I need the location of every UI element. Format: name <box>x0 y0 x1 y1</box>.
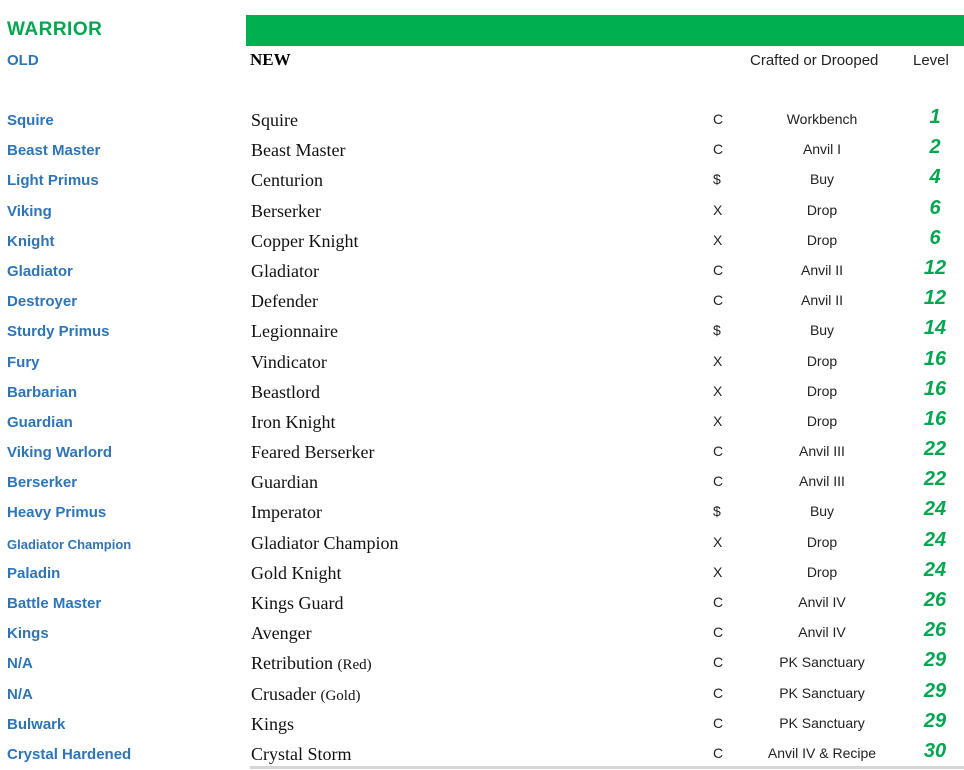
new-name-text: Crusader <box>251 683 316 704</box>
table-row <box>0 466 964 496</box>
new-name-text: Retribution <box>251 653 333 674</box>
new-name-cell <box>251 623 312 644</box>
source-cell: Drop <box>806 382 838 399</box>
acquire-type-cell: X <box>713 352 723 369</box>
table-row <box>0 285 964 315</box>
new-name-text: Kings Guard <box>251 593 344 613</box>
new-name-text: Gladiator <box>251 260 319 281</box>
table-row <box>0 406 964 436</box>
acquire-type-cell: X <box>713 412 723 429</box>
source-cell: Drop <box>806 563 838 580</box>
level-cell: 29 <box>923 679 947 702</box>
acquire-type-cell: X <box>713 533 723 550</box>
new-name-cell <box>251 472 318 493</box>
level-cell: 24 <box>923 558 947 581</box>
source-cell: PK Sanctuary <box>779 654 865 671</box>
table-row <box>0 436 964 466</box>
sheet-title: WARRIOR <box>7 19 103 40</box>
level-cell: 12 <box>923 256 947 279</box>
source-cell: Drop <box>806 352 838 369</box>
level-cell: 2 <box>929 136 941 159</box>
acquire-type-cell: C <box>713 111 724 127</box>
new-name-cell <box>251 140 345 161</box>
new-name-text: Beastlord <box>251 381 320 402</box>
new-name-cell <box>251 170 323 191</box>
source-cell: PK Sanctuary <box>779 684 865 701</box>
acquire-type-cell: X <box>713 231 723 248</box>
old-name-cell: Fury <box>7 353 40 371</box>
new-name-cell <box>251 201 321 222</box>
new-name-cell <box>251 382 320 403</box>
old-name-cell: Squire <box>7 112 54 129</box>
new-name-cell <box>251 502 322 523</box>
new-name-cell <box>251 442 374 463</box>
old-name-cell: Beast Master <box>7 142 101 160</box>
new-name-cell <box>251 110 298 131</box>
acquire-type-cell: C <box>713 744 724 761</box>
old-name-cell: Kings <box>7 625 49 643</box>
level-cell: 4 <box>929 166 941 189</box>
table-row <box>0 587 964 617</box>
acquire-type-cell: C <box>713 594 724 610</box>
new-name-cell <box>251 321 338 342</box>
new-name-text: Kings <box>251 713 295 734</box>
acquire-type-cell: C <box>713 714 724 731</box>
old-name-cell: Gladiator <box>7 262 73 280</box>
level-cell: 14 <box>923 317 947 340</box>
source-cell: Buy <box>809 322 835 339</box>
old-name-cell: Light Primus <box>7 172 99 190</box>
source-cell: Workbench <box>786 111 858 127</box>
bottom-divider <box>250 766 964 769</box>
old-name-cell: Battle Master <box>7 595 102 612</box>
table-row <box>0 104 964 134</box>
acquire-type-cell: $ <box>713 322 721 339</box>
old-name-cell: N/A <box>7 685 33 703</box>
table-row <box>0 376 964 406</box>
source-cell: Anvil II <box>800 261 843 278</box>
new-name-cell <box>251 593 344 614</box>
level-cell: 16 <box>923 347 947 370</box>
level-cell: 22 <box>923 468 947 491</box>
new-name-text: Defender <box>251 291 318 312</box>
source-cell: Anvil IV <box>798 594 846 610</box>
new-name-text: Imperator <box>251 502 322 523</box>
new-name-text: Crystal Storm <box>251 743 352 764</box>
new-name-text: Iron Knight <box>251 411 336 432</box>
acquire-type-cell: $ <box>713 171 721 188</box>
table-row <box>0 315 964 345</box>
new-name-cell <box>251 261 319 282</box>
new-name-text: Gladiator Champion <box>251 532 399 553</box>
table-row <box>0 617 964 647</box>
table-row <box>0 164 964 194</box>
table-row <box>0 708 964 738</box>
new-name-cell <box>251 684 360 705</box>
level-cell: 24 <box>923 498 947 521</box>
old-name-cell: Guardian <box>7 413 73 431</box>
table-row <box>0 255 964 285</box>
source-cell: Anvil III <box>799 443 845 460</box>
source-cell: PK Sanctuary <box>779 714 865 731</box>
level-cell: 12 <box>923 287 947 310</box>
table-row <box>0 496 964 526</box>
old-name-cell: Gladiator Champion <box>7 536 132 552</box>
new-name-note: (Red) <box>337 657 372 674</box>
new-name-note: (Gold) <box>320 687 361 704</box>
old-name-cell: N/A <box>7 655 33 673</box>
column-header-level: Level <box>913 52 949 69</box>
level-cell: 26 <box>923 589 947 611</box>
source-cell: Anvil IV & Recipe <box>767 744 877 761</box>
table-row <box>0 557 964 587</box>
table-row <box>0 225 964 255</box>
new-name-text: Squire <box>251 110 298 130</box>
acquire-type-cell: C <box>713 292 724 309</box>
old-name-cell: Paladin <box>7 564 61 582</box>
acquire-type-cell: C <box>713 473 724 490</box>
column-header-new: NEW <box>250 50 291 69</box>
acquire-type-cell: C <box>713 261 724 278</box>
acquire-type-cell: $ <box>713 503 721 520</box>
source-cell: Drop <box>806 201 838 218</box>
source-cell: Anvil III <box>799 473 845 490</box>
old-name-cell: Barbarian <box>7 383 78 401</box>
new-name-cell <box>251 653 372 674</box>
old-name-cell: Viking <box>7 202 52 220</box>
level-cell: 16 <box>923 377 947 400</box>
acquire-type-cell: C <box>713 654 724 671</box>
new-name-text: Legionnaire <box>251 321 338 342</box>
old-name-cell: Sturdy Primus <box>7 323 110 341</box>
old-name-cell: Viking Warlord <box>7 444 113 462</box>
table-row <box>0 738 964 768</box>
armor-table <box>0 104 964 768</box>
level-cell: 26 <box>923 619 947 642</box>
old-name-cell: Destroyer <box>7 293 78 311</box>
old-name-cell: Berserker <box>7 474 78 492</box>
source-cell: Drop <box>806 412 838 429</box>
new-name-cell <box>251 231 359 252</box>
source-cell: Buy <box>809 503 835 520</box>
new-name-text: Gold Knight <box>251 562 342 583</box>
acquire-type-cell: X <box>713 382 723 399</box>
table-row <box>0 346 964 376</box>
acquire-type-cell: C <box>713 684 724 701</box>
old-name-cell: Heavy Primus <box>7 504 107 522</box>
level-cell: 22 <box>923 438 947 461</box>
level-cell: 16 <box>923 407 947 430</box>
source-cell: Anvil I <box>802 141 842 158</box>
new-name-text: Centurion <box>251 170 323 191</box>
new-name-text: Vindicator <box>251 351 327 372</box>
level-cell: 6 <box>929 226 941 249</box>
new-name-text: Feared Berserker <box>251 442 375 463</box>
acquire-type-cell: C <box>713 443 724 460</box>
table-row <box>0 195 964 225</box>
new-name-cell <box>251 714 294 735</box>
level-cell: 1 <box>929 106 941 128</box>
new-name-text: Avenger <box>251 623 312 644</box>
old-name-cell: Crystal Hardened <box>7 745 132 763</box>
acquire-type-cell: X <box>713 201 723 218</box>
new-name-text: Berserker <box>251 200 321 221</box>
source-cell: Drop <box>806 231 838 248</box>
level-cell: 29 <box>923 649 947 672</box>
level-cell: 29 <box>923 709 947 732</box>
table-row <box>0 134 964 164</box>
level-cell: 6 <box>929 196 941 219</box>
acquire-type-cell: X <box>713 563 723 580</box>
acquire-type-cell: C <box>713 141 724 158</box>
level-cell: 30 <box>923 739 947 762</box>
acquire-type-cell: C <box>713 624 724 641</box>
table-row <box>0 647 964 677</box>
new-name-cell <box>251 291 318 312</box>
new-name-cell <box>251 533 398 554</box>
new-name-text: Guardian <box>251 472 318 493</box>
table-row <box>0 678 964 708</box>
new-name-text: Copper Knight <box>251 230 359 251</box>
new-name-cell <box>251 412 336 433</box>
column-header-crafted-or-dropped: Crafted or Drooped <box>750 52 879 69</box>
source-cell: Drop <box>806 533 838 550</box>
source-cell: Anvil II <box>800 292 843 309</box>
new-name-cell <box>251 352 327 373</box>
old-name-cell: Bulwark <box>7 715 66 733</box>
source-cell: Anvil IV <box>798 624 846 641</box>
level-cell: 24 <box>923 528 947 551</box>
new-name-text: Beast Master <box>251 140 346 161</box>
new-name-cell <box>251 563 342 584</box>
new-name-cell <box>251 744 352 765</box>
column-header-old: OLD <box>7 52 39 69</box>
old-name-cell: Knight <box>7 232 55 250</box>
table-row <box>0 527 964 557</box>
green-header-bar <box>246 15 964 46</box>
source-cell: Buy <box>809 171 835 188</box>
